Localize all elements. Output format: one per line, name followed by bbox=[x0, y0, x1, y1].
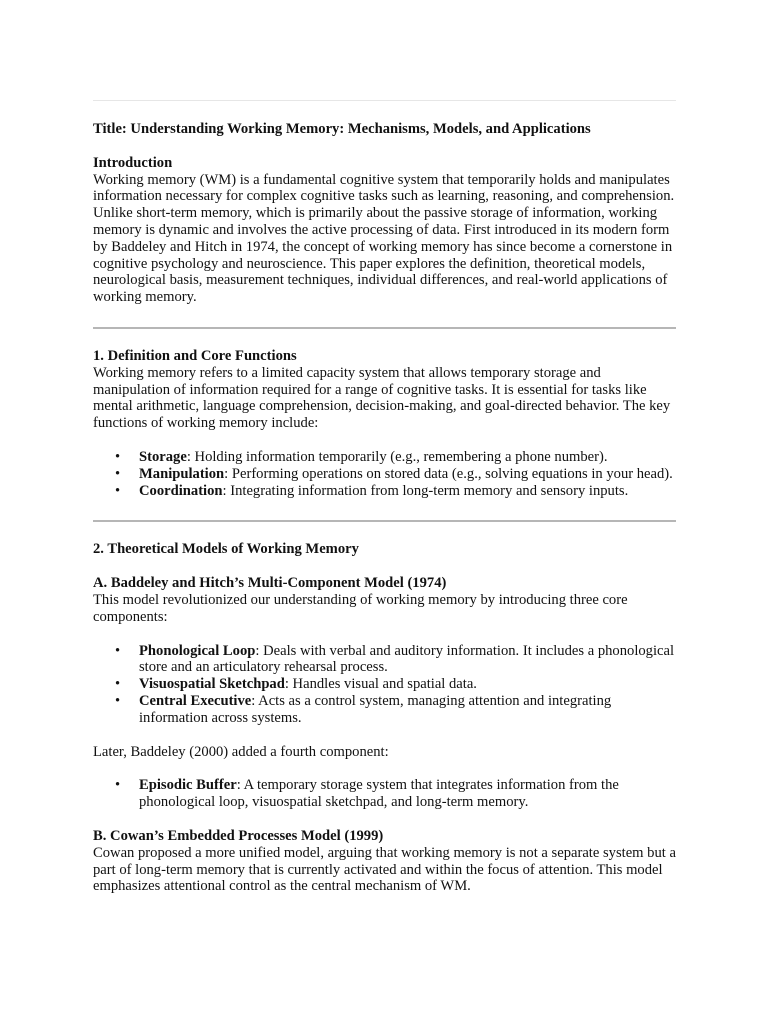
document-title: Title: Understanding Working Memory: Mechanisms, Models, and Applications bbox=[93, 121, 591, 137]
model-a-list bbox=[93, 643, 676, 727]
section-divider bbox=[93, 520, 676, 522]
list-text: : Acts as a control system, managing attention and integrating information across systems. bbox=[139, 692, 612, 726]
list-term: Phonological Loop bbox=[139, 642, 256, 659]
top-divider bbox=[93, 100, 676, 101]
section2-heading: 2. Theoretical Models of Working Memory bbox=[93, 541, 359, 558]
list-item bbox=[139, 693, 676, 727]
list-text: : Integrating information from long-term memory and sensory inputs. bbox=[222, 482, 629, 499]
model-a-heading: A. Baddeley and Hitch’s Multi-Component Model (1974) bbox=[93, 575, 447, 592]
model-a-later-paragraph: Later, Baddeley (2000) added a fourth component: bbox=[93, 743, 389, 760]
model-a-later-list bbox=[93, 777, 676, 811]
list-text: : Handles visual and spatial data. bbox=[284, 676, 477, 693]
section1-paragraph: Working memory refers to a limited capacity system that allows temporary storage and manipulation of information required for a range of cognitive tasks. It is essential for tasks like mental arithmetic, language comprehension, decision-making, and goal-directed behavior. The key functions of working memory include: bbox=[93, 364, 671, 432]
list-term: Episodic Buffer bbox=[139, 777, 237, 794]
list-term: Coordination bbox=[139, 482, 223, 499]
document-content bbox=[93, 100, 676, 895]
list-text: : A temporary storage system that integrates information from the phonological loop, visuospatial sketchpad, and long-term memory. bbox=[139, 777, 619, 811]
list-item bbox=[139, 643, 676, 677]
list-text: : Deals with verbal and auditory information. It includes a phonological store and an articulatory rehearsal process. bbox=[139, 642, 675, 676]
model-b-heading: B. Cowan’s Embedded Processes Model (1999) bbox=[93, 827, 384, 844]
list-item bbox=[139, 466, 676, 483]
model-b-paragraph: Cowan proposed a more unified model, arguing that working memory is not a separate system but a part of long-term memory that is currently activated and within the focus of attention. This model emphasizes attentional control as the central mechanism of WM. bbox=[93, 844, 676, 895]
list-text: : Performing operations on stored data (e.g., solving equations in your head). bbox=[224, 465, 673, 482]
list-term: Manipulation bbox=[139, 465, 225, 482]
list-item bbox=[139, 449, 676, 466]
list-term: Visuospatial Sketchpad bbox=[139, 676, 285, 693]
list-text: : Holding information temporarily (e.g., remembering a phone number). bbox=[186, 448, 608, 465]
model-a-paragraph: This model revolutionized our understanding of working memory by introducing three core components: bbox=[93, 591, 628, 625]
section-divider bbox=[93, 327, 676, 329]
list-term: Central Executive bbox=[139, 692, 252, 709]
intro-heading: Introduction bbox=[93, 154, 173, 171]
list-item bbox=[139, 483, 676, 500]
list-item bbox=[139, 676, 676, 693]
section1-list bbox=[93, 449, 676, 499]
list-term: Storage bbox=[139, 448, 187, 465]
list-item bbox=[139, 777, 676, 811]
section1-heading: 1. Definition and Core Functions bbox=[93, 347, 297, 364]
intro-paragraph: Working memory (WM) is a fundamental cognitive system that temporarily holds and manipulates information necessary for complex cognitive tasks such as learning, reasoning, and comprehension. Unlike short-term memory, which is primarily about the passive storage of information, working memory is dynamic and involves the active processing of data. First introduced in its modern form by Baddeley and Hitch in 1974, the concept of working memory has since become a cornerstone in cognitive psychology and neuroscience. This paper explores the definition, theoretical models, neurological basis, measurement techniques, individual differences, and real-world applications of working memory. bbox=[93, 171, 675, 306]
